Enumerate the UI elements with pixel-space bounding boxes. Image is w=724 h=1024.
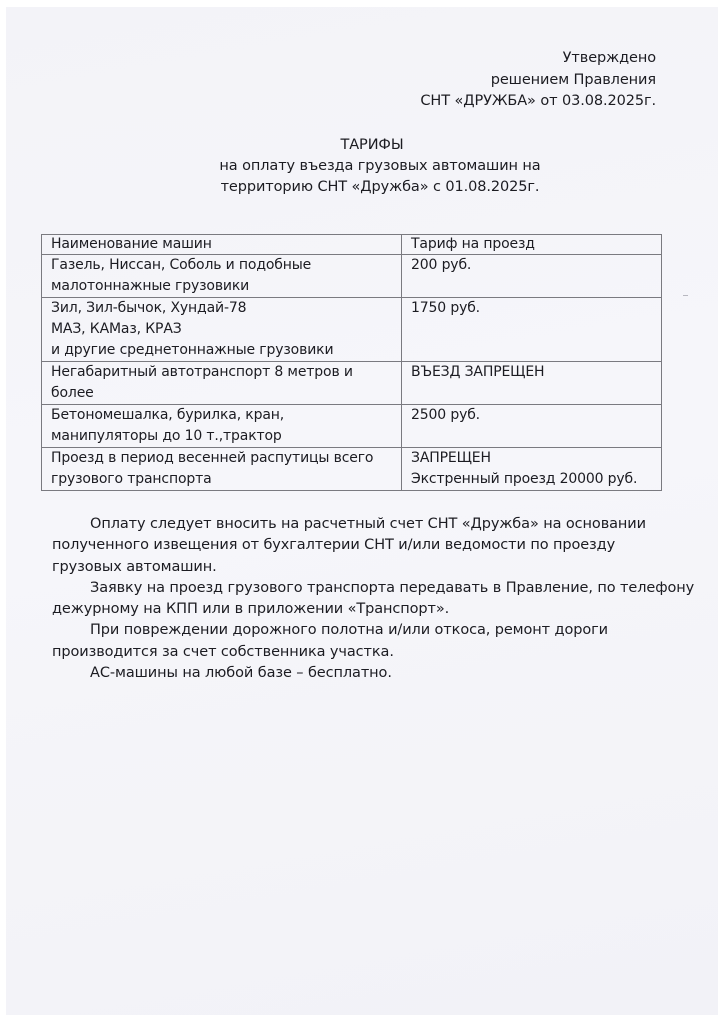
text-line: производится за счет собственника участка.	[52, 643, 394, 660]
title-main: ТАРИФЫ	[340, 137, 404, 153]
scan-speck	[683, 295, 688, 296]
table-row	[42, 448, 662, 491]
cell-line: 200 руб.	[411, 257, 472, 273]
tariff-cell	[402, 255, 662, 298]
cell-line: МАЗ, КАМаз, КРАЗ	[51, 321, 182, 337]
cell-line: Проезд в период весенней распутицы всего	[51, 450, 374, 466]
paragraph-free	[52, 663, 692, 684]
approval-line-1: Утверждено	[562, 50, 656, 66]
title-sub-1: на оплату въезда грузовых автомашин на	[219, 158, 541, 174]
text-line: Оплату следует вносить на расчетный счет СНТ «Дружба» на основании	[90, 516, 646, 532]
cell-line: Газель, Ниссан, Соболь и подобные	[51, 257, 312, 273]
cell-line: Негабаритный автотранспорт 8 метров и	[51, 364, 353, 380]
table-row	[42, 255, 662, 298]
text-line: грузовых автомашин.	[52, 558, 217, 575]
vehicle-name-cell	[42, 255, 402, 298]
cell-line: Зил, Зил-бычок, Хундай-78	[51, 300, 247, 316]
text-line: При повреждении дорожного полотна и/или откоса, ремонт дороги	[90, 622, 608, 639]
document-body	[52, 514, 695, 684]
tariff-cell	[402, 362, 662, 405]
title-sub-2: территорию СНТ «Дружба» с 01.08.2025г.	[220, 179, 540, 195]
tariff-cell	[402, 298, 662, 362]
cell-line: манипуляторы до 10 т.,трактор	[51, 428, 282, 444]
vehicle-name-cell	[42, 298, 402, 362]
cell-line: грузового транспорта	[51, 471, 212, 487]
vehicle-name-cell	[42, 448, 402, 491]
cell-line: ВЪЕЗД ЗАПРЕЩЕН	[411, 364, 545, 380]
approval-line-3: СНТ «ДРУЖБА» от 03.08.2025г.	[420, 93, 656, 109]
text-line: дежурному на КПП или в приложении «Транспорт».	[52, 601, 450, 618]
text-line: АС-машины на любой базе – бесплатно.	[90, 665, 392, 682]
approval-line-2: решением Правления	[490, 71, 656, 88]
vehicle-name-cell	[42, 405, 402, 448]
paragraph-payment	[52, 514, 692, 578]
paragraph-damage	[52, 620, 692, 663]
tariff-cell	[402, 405, 662, 448]
tariff-cell	[402, 448, 662, 491]
table-row	[42, 298, 662, 362]
header-vehicle-name: Наименование машин	[42, 235, 402, 255]
approval-stamp	[420, 48, 656, 113]
cell-line: более	[51, 385, 94, 401]
table-row	[42, 362, 662, 405]
vehicle-name-cell	[42, 362, 402, 405]
cell-line: Бетономешалка, бурилка, кран,	[51, 407, 285, 423]
cell-line: Экстренный проезд 20000 руб.	[411, 471, 638, 487]
cell-line: малотоннажные грузовики	[51, 278, 250, 294]
table-header-row	[42, 235, 662, 255]
text-line: Заявку на проезд грузового транспорта передавать в Правление, по телефону	[90, 579, 695, 596]
cell-line: ЗАПРЕЩЕН	[411, 450, 491, 466]
header-tariff: Тариф на проезд	[402, 235, 662, 255]
cell-line: 2500 руб.	[411, 407, 480, 423]
cell-line: и другие среднетоннажные грузовики	[51, 342, 334, 358]
paragraph-request	[52, 578, 695, 621]
tariff-table	[41, 234, 662, 491]
cell-line: 1750 руб.	[411, 300, 480, 316]
text-line: полученного извещения от бухгалтерии СНТ и/или ведомости по проезду	[52, 537, 616, 554]
document-title	[0, 135, 724, 198]
table-row	[42, 405, 662, 448]
